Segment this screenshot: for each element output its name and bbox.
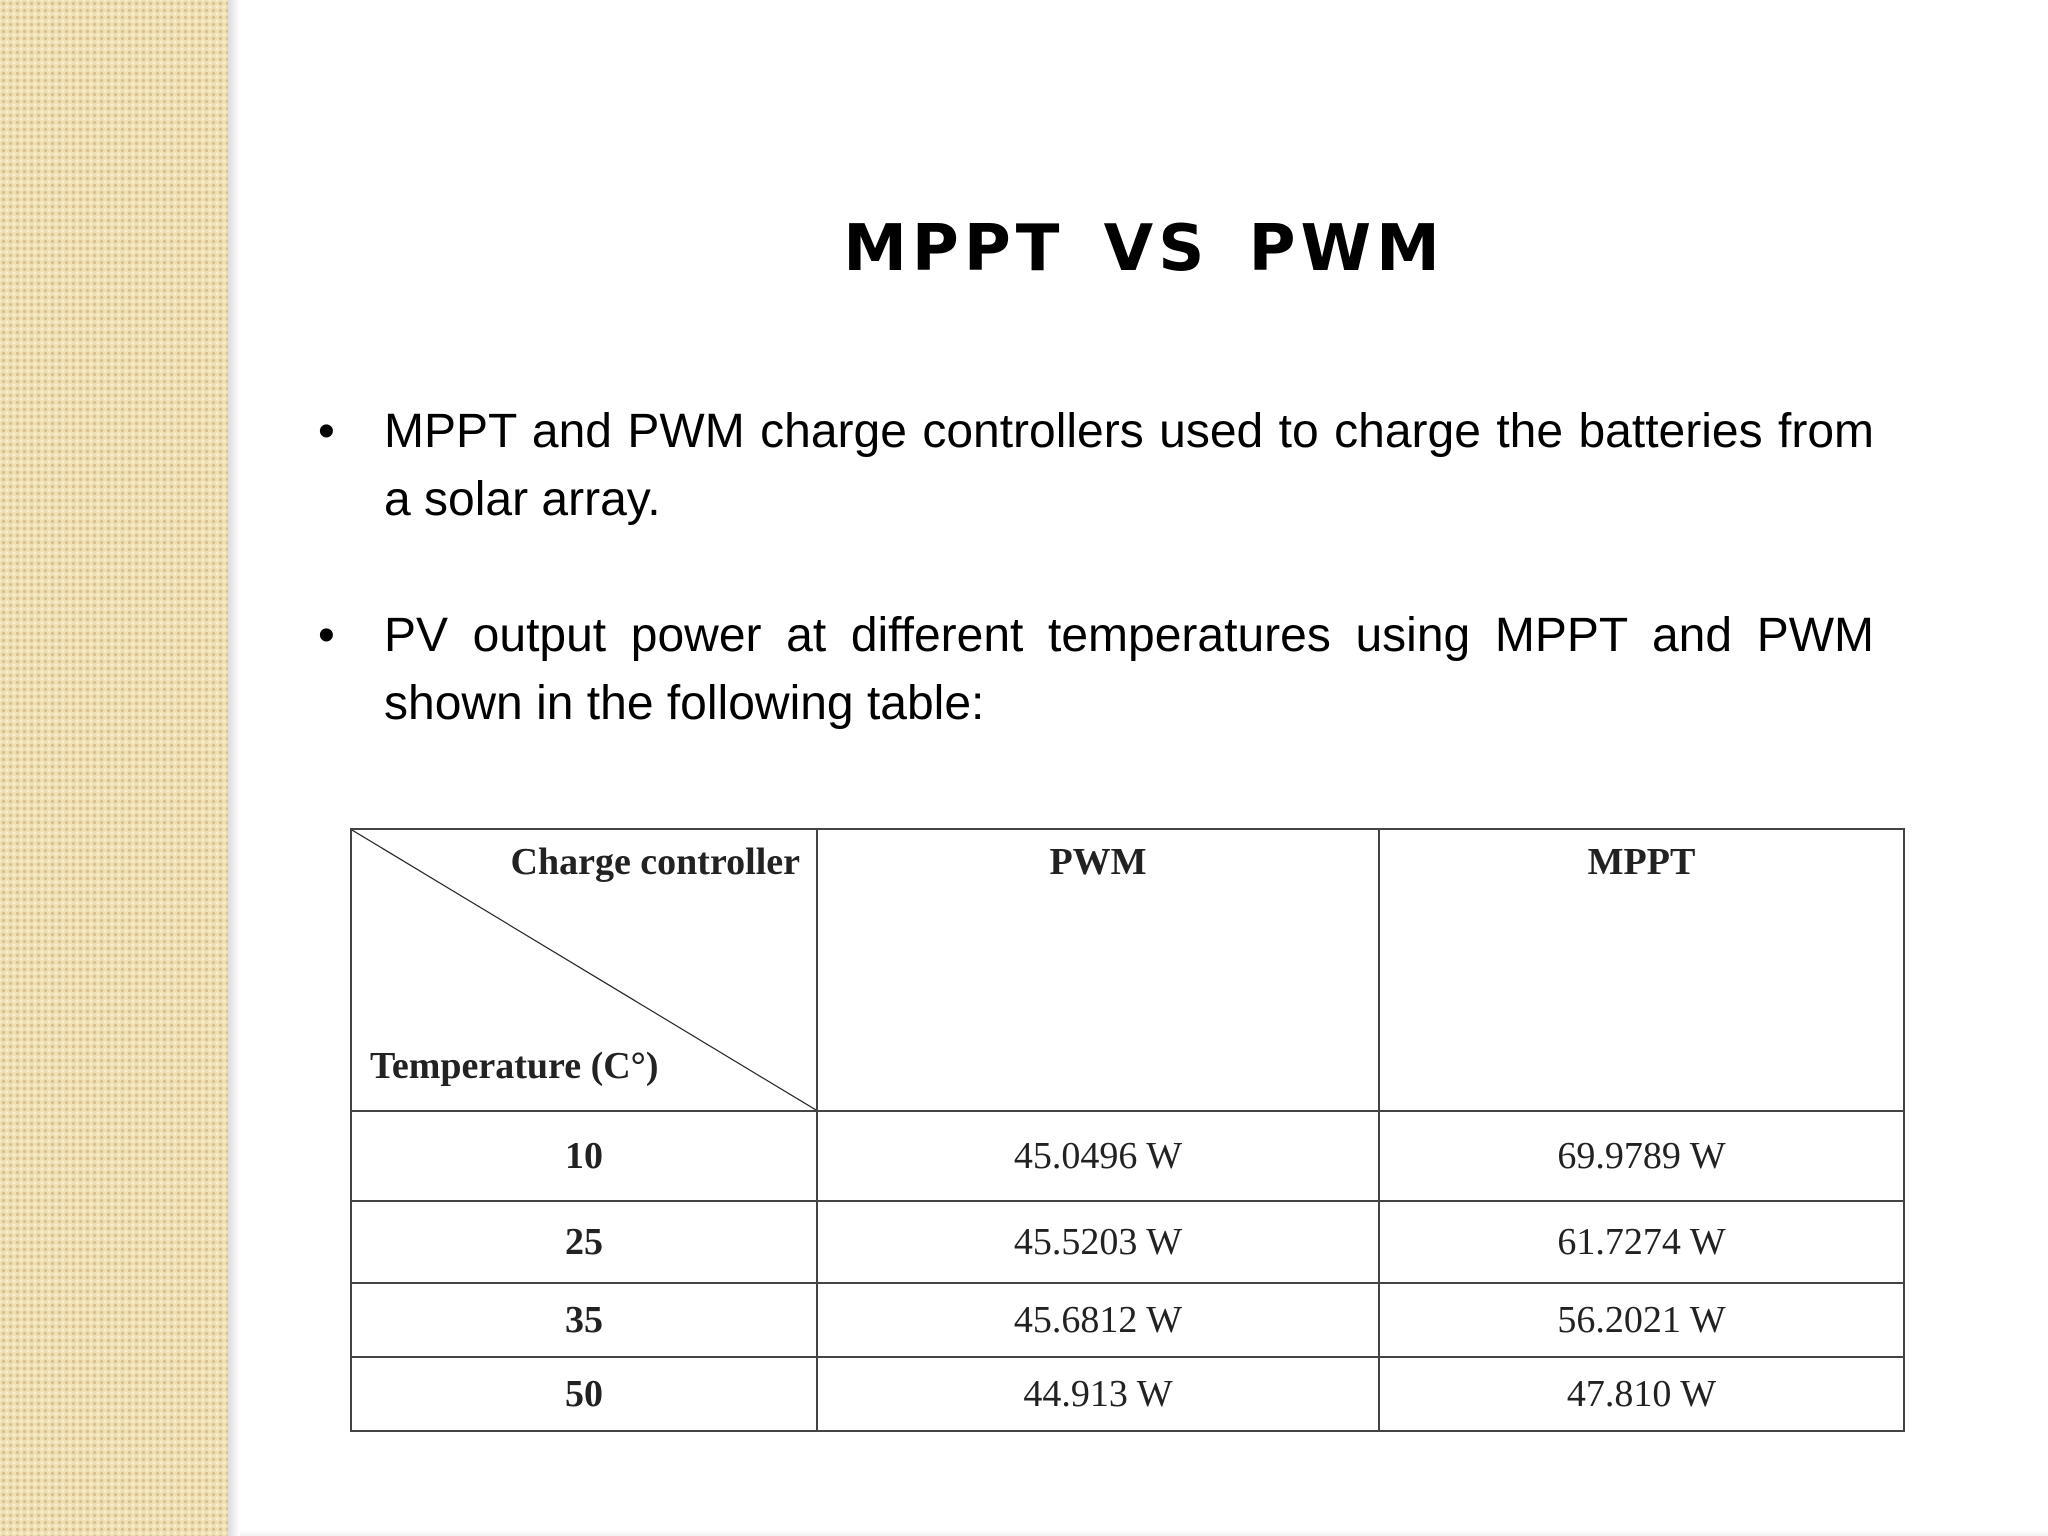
side-band-shadow — [228, 0, 240, 1536]
bullet-item — [318, 602, 1874, 738]
column-header-pwm: PWM — [817, 829, 1379, 1111]
temperature-cell: 50 — [351, 1357, 817, 1431]
table-row — [351, 1283, 1904, 1357]
charge-controller-label: Charge controller — [510, 841, 800, 883]
column-header-mppt: MPPT — [1379, 829, 1904, 1111]
mppt-power-cell: 69.9789 W — [1379, 1111, 1904, 1201]
mppt-power-cell: 61.7274 W — [1379, 1201, 1904, 1283]
temperature-cell: 35 — [351, 1283, 817, 1357]
pwm-power-cell: 45.5203 W — [817, 1201, 1379, 1283]
pwm-power-cell: 44.913 W — [817, 1357, 1379, 1431]
temperature-label: Temperature (C°) — [370, 1045, 659, 1087]
pwm-power-cell: 45.6812 W — [817, 1283, 1379, 1357]
bullet-dot-icon: • — [318, 405, 335, 458]
bullet-text: MPPT and PWM charge controllers used to charge the batteries from a solar array. — [384, 405, 1874, 526]
bullet-text: PV output power at different temperatures using MPPT and PWM shown in the following table: — [384, 609, 1874, 730]
mppt-power-cell: 47.810 W — [1379, 1357, 1904, 1431]
corner-header-cell — [351, 829, 817, 1111]
pv-output-table — [350, 828, 1905, 1432]
bullet-list — [318, 398, 1874, 806]
decorative-side-band — [0, 0, 228, 1536]
mppt-power-cell: 56.2021 W — [1379, 1283, 1904, 1357]
table-header-row — [351, 829, 1904, 1111]
bullet-dot-icon: • — [318, 609, 335, 662]
bottom-edge — [240, 1530, 2048, 1536]
bullet-item — [318, 398, 1874, 534]
slide-title: MPPT VS PWM — [843, 212, 1445, 286]
temperature-cell: 25 — [351, 1201, 817, 1283]
pwm-power-cell: 45.0496 W — [817, 1111, 1379, 1201]
table-row — [351, 1111, 1904, 1201]
table-row — [351, 1357, 1904, 1431]
table-row — [351, 1201, 1904, 1283]
temperature-cell: 10 — [351, 1111, 817, 1201]
